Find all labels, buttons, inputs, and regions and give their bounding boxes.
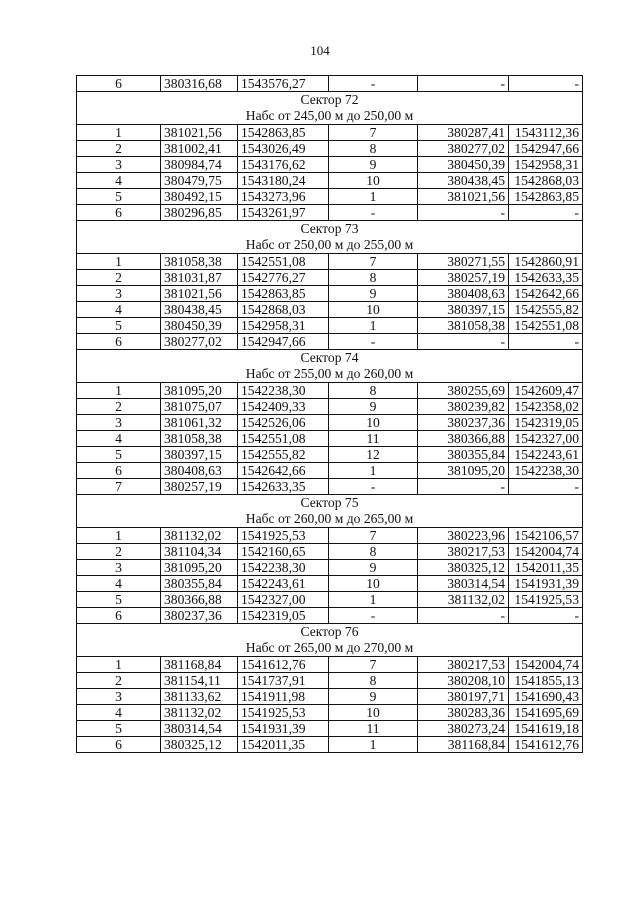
point-number-cell: 8 [329,270,418,286]
y-coordinate-cell: 1542863,85 [238,286,329,302]
x-coordinate-cell: 381058,38 [418,318,509,334]
point-number-cell: 10 [329,415,418,431]
point-number-cell: 2 [77,399,161,415]
y-coordinate-cell: 1542551,08 [238,254,329,270]
x-coordinate-cell: 381058,38 [161,254,238,270]
point-number-cell: 7 [77,479,161,495]
point-number-cell: - [329,76,418,92]
y-coordinate-cell: 1542863,85 [238,125,329,141]
point-number-cell: 2 [77,270,161,286]
x-coordinate-cell: - [418,205,509,221]
point-number-cell: 1 [329,463,418,479]
y-coordinate-cell: 1542642,66 [238,463,329,479]
point-number-cell: 7 [329,657,418,673]
point-number-cell: 1 [329,737,418,753]
sector-height-range: Набс от 255,00 м до 260,00 м [77,366,583,383]
y-coordinate-cell: 1542243,61 [238,576,329,592]
point-number-cell: 11 [329,721,418,737]
y-coordinate-cell: 1542958,31 [238,318,329,334]
point-number-cell: 7 [329,125,418,141]
table-row [77,125,583,141]
sector-title-row [77,221,583,238]
table-row [77,334,583,350]
point-number-cell: 9 [329,399,418,415]
table-row [77,447,583,463]
point-number-cell: 3 [77,286,161,302]
sector-height-range-row [77,108,583,125]
x-coordinate-cell: 380316,68 [161,76,238,92]
y-coordinate-cell: 1541931,39 [238,721,329,737]
y-coordinate-cell: 1543576,27 [238,76,329,92]
y-coordinate-cell: 1542958,31 [509,157,583,173]
y-coordinate-cell: 1542409,33 [238,399,329,415]
page-number: 104 [310,43,330,58]
x-coordinate-cell: 380366,88 [418,431,509,447]
x-coordinate-cell: 380479,75 [161,173,238,189]
x-coordinate-cell: 381168,84 [161,657,238,673]
x-coordinate-cell: 380277,02 [418,141,509,157]
sector-title: Сектор 73 [77,221,583,238]
x-coordinate-cell: 380223,96 [418,528,509,544]
y-coordinate-cell: 1542868,03 [509,173,583,189]
table-row [77,576,583,592]
y-coordinate-cell: 1541619,18 [509,721,583,737]
sector-height-range-row [77,237,583,254]
x-coordinate-cell: 380397,15 [418,302,509,318]
y-coordinate-cell: 1542776,27 [238,270,329,286]
y-coordinate-cell: 1542238,30 [509,463,583,479]
point-number-cell: 9 [329,689,418,705]
y-coordinate-cell: 1542642,66 [509,286,583,302]
sector-title: Сектор 75 [77,495,583,512]
x-coordinate-cell: 380277,02 [161,334,238,350]
x-coordinate-cell: 380450,39 [418,157,509,173]
point-number-cell: 6 [77,463,161,479]
y-coordinate-cell: 1541612,76 [238,657,329,673]
sector-title-row [77,92,583,109]
table-row [77,76,583,92]
y-coordinate-cell: 1543261,97 [238,205,329,221]
y-coordinate-cell: 1542011,35 [238,737,329,753]
x-coordinate-cell: 380355,84 [418,447,509,463]
point-number-cell: 9 [329,286,418,302]
x-coordinate-cell: 380438,45 [418,173,509,189]
point-number-cell: 4 [77,302,161,318]
point-number-cell: 4 [77,705,161,721]
point-number-cell: 8 [329,383,418,399]
x-coordinate-cell: 380296,85 [161,205,238,221]
x-coordinate-cell: 380408,63 [161,463,238,479]
y-coordinate-cell: 1542551,08 [238,431,329,447]
y-coordinate-cell: 1541925,53 [238,528,329,544]
y-coordinate-cell: 1542160,65 [238,544,329,560]
point-number-cell: 1 [77,383,161,399]
x-coordinate-cell: 380283,36 [418,705,509,721]
y-coordinate-cell: 1542004,74 [509,657,583,673]
table-row [77,205,583,221]
point-number-cell: 6 [77,76,161,92]
x-coordinate-cell: 380325,12 [418,560,509,576]
point-number-cell: 2 [77,141,161,157]
table-row [77,544,583,560]
sector-height-range-row [77,640,583,657]
x-coordinate-cell: 381058,38 [161,431,238,447]
x-coordinate-cell: 380984,74 [161,157,238,173]
table-row [77,286,583,302]
table-row [77,189,583,205]
y-coordinate-cell: 1542609,47 [509,383,583,399]
y-coordinate-cell: - [509,608,583,624]
y-coordinate-cell: 1541855,13 [509,673,583,689]
x-coordinate-cell: 381021,56 [161,286,238,302]
x-coordinate-cell: 380217,53 [418,544,509,560]
point-number-cell: 4 [77,576,161,592]
point-number-cell: 5 [77,592,161,608]
point-number-cell: 1 [329,592,418,608]
x-coordinate-cell: 381095,20 [161,560,238,576]
sector-height-range: Набс от 250,00 м до 255,00 м [77,237,583,254]
coordinates-table [76,75,583,753]
point-number-cell: 6 [77,205,161,221]
point-number-cell: 1 [77,657,161,673]
table-row [77,254,583,270]
x-coordinate-cell: 380314,54 [161,721,238,737]
point-number-cell: 12 [329,447,418,463]
x-coordinate-cell: 380271,55 [418,254,509,270]
table-row [77,270,583,286]
point-number-cell: 1 [329,318,418,334]
table-row [77,673,583,689]
x-coordinate-cell: 380273,24 [418,721,509,737]
point-number-cell: 8 [329,544,418,560]
point-number-cell: 3 [77,157,161,173]
x-coordinate-cell: 380257,19 [161,479,238,495]
y-coordinate-cell: 1543026,49 [238,141,329,157]
sector-height-range-row [77,366,583,383]
table-row [77,302,583,318]
point-number-cell: 5 [77,189,161,205]
y-coordinate-cell: 1542860,91 [509,254,583,270]
y-coordinate-cell: 1542633,35 [238,479,329,495]
table-row [77,608,583,624]
table-row [77,463,583,479]
y-coordinate-cell: 1542947,66 [509,141,583,157]
y-coordinate-cell: 1541737,91 [238,673,329,689]
y-coordinate-cell: 1541690,43 [509,689,583,705]
y-coordinate-cell: 1542555,82 [238,447,329,463]
x-coordinate-cell: 381095,20 [161,383,238,399]
table-row [77,415,583,431]
x-coordinate-cell: 381132,02 [161,528,238,544]
x-coordinate-cell: 381132,02 [418,592,509,608]
point-number-cell: 6 [77,737,161,753]
x-coordinate-cell: - [418,334,509,350]
x-coordinate-cell: 380237,36 [161,608,238,624]
point-number-cell: - [329,479,418,495]
table-row [77,431,583,447]
x-coordinate-cell: 380355,84 [161,576,238,592]
y-coordinate-cell: 1541925,53 [238,705,329,721]
x-coordinate-cell: 381002,41 [161,141,238,157]
point-number-cell: 10 [329,173,418,189]
y-coordinate-cell: 1543112,36 [509,125,583,141]
point-number-cell: 7 [329,528,418,544]
x-coordinate-cell: 381104,34 [161,544,238,560]
y-coordinate-cell: 1542868,03 [238,302,329,318]
y-coordinate-cell: 1542106,57 [509,528,583,544]
sector-height-range: Набс от 265,00 м до 270,00 м [77,640,583,657]
x-coordinate-cell: - [418,479,509,495]
x-coordinate-cell: 380208,10 [418,673,509,689]
table-row [77,705,583,721]
x-coordinate-cell: 381168,84 [418,737,509,753]
y-coordinate-cell: 1542633,35 [509,270,583,286]
point-number-cell: 4 [77,431,161,447]
y-coordinate-cell: 1541931,39 [509,576,583,592]
sector-title: Сектор 74 [77,350,583,367]
y-coordinate-cell: 1542327,00 [509,431,583,447]
y-coordinate-cell: - [509,76,583,92]
point-number-cell: - [329,205,418,221]
table-row [77,528,583,544]
point-number-cell: - [329,334,418,350]
y-coordinate-cell: 1542526,06 [238,415,329,431]
point-number-cell: 11 [329,431,418,447]
table-row [77,592,583,608]
point-number-cell: 1 [77,125,161,141]
point-number-cell: 10 [329,302,418,318]
y-coordinate-cell: 1542358,02 [509,399,583,415]
y-coordinate-cell: 1542004,74 [509,544,583,560]
y-coordinate-cell: 1542011,35 [509,560,583,576]
point-number-cell: - [329,608,418,624]
table-row [77,173,583,189]
y-coordinate-cell: 1542238,30 [238,383,329,399]
point-number-cell: 5 [77,721,161,737]
sector-title-row [77,624,583,641]
point-number-cell: 10 [329,705,418,721]
sector-title: Сектор 72 [77,92,583,109]
sector-title-row [77,495,583,512]
sector-height-range: Набс от 245,00 м до 250,00 м [77,108,583,125]
table-row [77,479,583,495]
x-coordinate-cell: 380217,53 [418,657,509,673]
table-row [77,689,583,705]
y-coordinate-cell: 1542551,08 [509,318,583,334]
x-coordinate-cell: 381075,07 [161,399,238,415]
point-number-cell: 2 [77,673,161,689]
point-number-cell: 6 [77,608,161,624]
x-coordinate-cell: 380255,69 [418,383,509,399]
point-number-cell: 8 [329,673,418,689]
x-coordinate-cell: 381133,62 [161,689,238,705]
x-coordinate-cell: 380366,88 [161,592,238,608]
point-number-cell: 9 [329,157,418,173]
sector-title-row [77,350,583,367]
y-coordinate-cell: - [509,205,583,221]
y-coordinate-cell: 1543273,96 [238,189,329,205]
sector-height-range: Набс от 260,00 м до 265,00 м [77,511,583,528]
point-number-cell: 1 [77,528,161,544]
x-coordinate-cell: - [418,608,509,624]
point-number-cell: 8 [329,141,418,157]
x-coordinate-cell: 380408,63 [418,286,509,302]
y-coordinate-cell: 1541695,69 [509,705,583,721]
y-coordinate-cell: - [509,479,583,495]
point-number-cell: 6 [77,334,161,350]
sector-title: Сектор 76 [77,624,583,641]
x-coordinate-cell: 381154,11 [161,673,238,689]
point-number-cell: 9 [329,560,418,576]
x-coordinate-cell: 380287,41 [418,125,509,141]
table-row [77,399,583,415]
point-number-cell: 3 [77,689,161,705]
point-number-cell: 3 [77,415,161,431]
x-coordinate-cell: 381021,56 [161,125,238,141]
y-coordinate-cell: 1542863,85 [509,189,583,205]
table-row [77,318,583,334]
x-coordinate-cell: 380397,15 [161,447,238,463]
x-coordinate-cell: 380197,71 [418,689,509,705]
y-coordinate-cell: 1543176,62 [238,157,329,173]
sector-height-range-row [77,511,583,528]
point-number-cell: 5 [77,318,161,334]
x-coordinate-cell: 381061,32 [161,415,238,431]
point-number-cell: 2 [77,544,161,560]
x-coordinate-cell: 380239,82 [418,399,509,415]
point-number-cell: 4 [77,173,161,189]
y-coordinate-cell: 1541925,53 [509,592,583,608]
y-coordinate-cell: 1542327,00 [238,592,329,608]
coordinates-table-body [77,76,583,753]
x-coordinate-cell: 381031,87 [161,270,238,286]
x-coordinate-cell: 380325,12 [161,737,238,753]
point-number-cell: 7 [329,254,418,270]
table-row [77,560,583,576]
point-number-cell: 5 [77,447,161,463]
point-number-cell: 1 [77,254,161,270]
point-number-cell: 1 [329,189,418,205]
table-row [77,383,583,399]
y-coordinate-cell: 1541911,98 [238,689,329,705]
table-row [77,141,583,157]
y-coordinate-cell: 1541612,76 [509,737,583,753]
y-coordinate-cell: 1543180,24 [238,173,329,189]
point-number-cell: 10 [329,576,418,592]
y-coordinate-cell: 1542319,05 [509,415,583,431]
x-coordinate-cell: 381095,20 [418,463,509,479]
y-coordinate-cell: 1542238,30 [238,560,329,576]
x-coordinate-cell: 380257,19 [418,270,509,286]
x-coordinate-cell: 380492,15 [161,189,238,205]
table-row [77,657,583,673]
x-coordinate-cell: 380438,45 [161,302,238,318]
y-coordinate-cell: 1542555,82 [509,302,583,318]
x-coordinate-cell: 381021,56 [418,189,509,205]
x-coordinate-cell: 380314,54 [418,576,509,592]
y-coordinate-cell: 1542947,66 [238,334,329,350]
x-coordinate-cell: 381132,02 [161,705,238,721]
y-coordinate-cell: 1542319,05 [238,608,329,624]
table-row [77,737,583,753]
x-coordinate-cell: 380237,36 [418,415,509,431]
table-row [77,157,583,173]
table-row [77,721,583,737]
y-coordinate-cell: - [509,334,583,350]
x-coordinate-cell: - [418,76,509,92]
x-coordinate-cell: 380450,39 [161,318,238,334]
y-coordinate-cell: 1542243,61 [509,447,583,463]
point-number-cell: 3 [77,560,161,576]
